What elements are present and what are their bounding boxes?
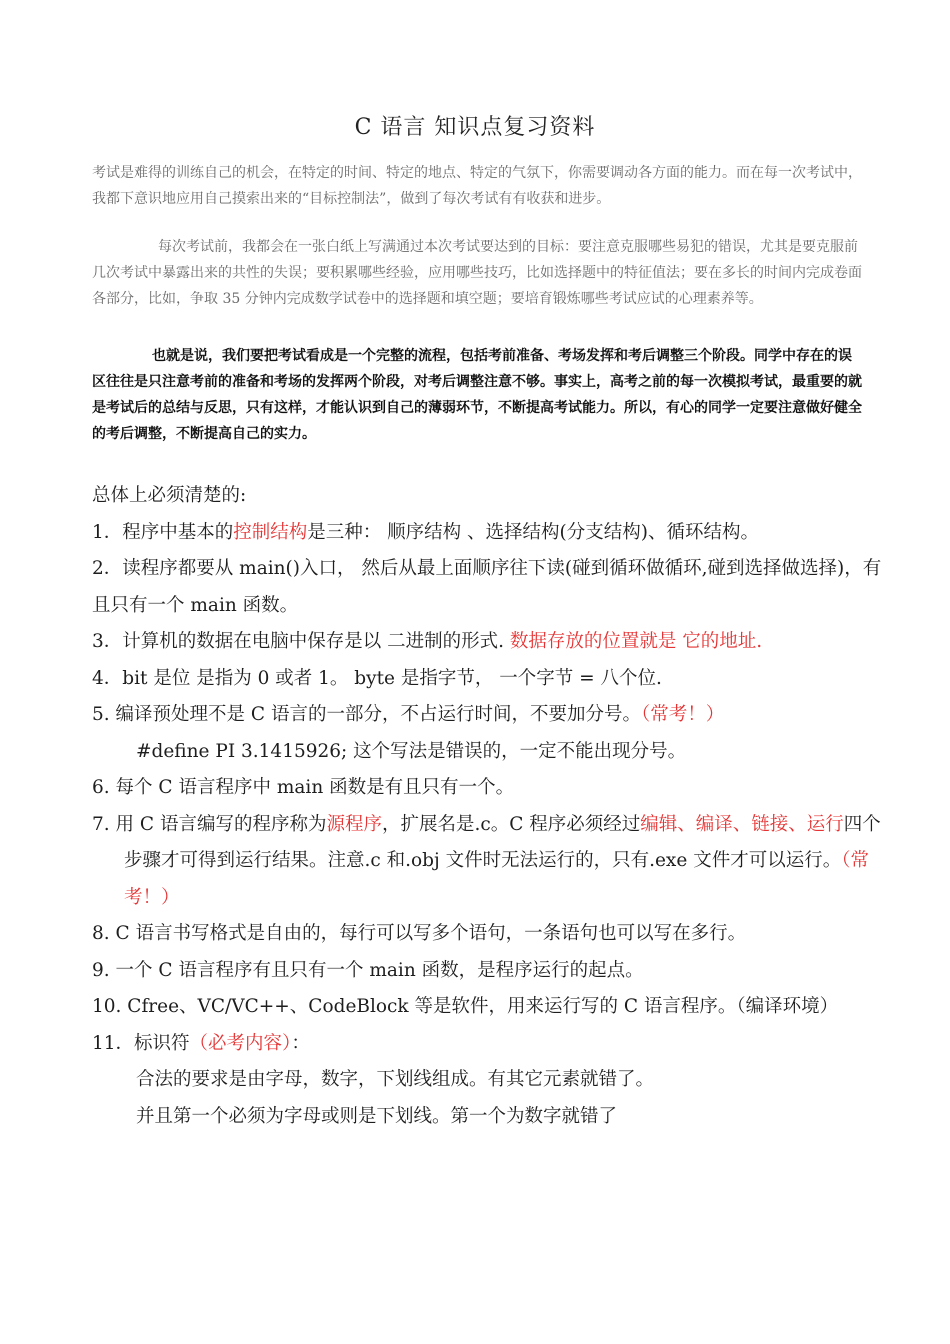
list-item-2 [92,551,882,624]
item-4-text: 4．bit 是位 是指为 0 或者 1。 byte 是指字节， 一个字节 = 八个位. [92,667,662,689]
item-11-highlight: （必考内容） [189,1032,292,1054]
intro-paragraph-1 [92,160,862,212]
item-5-text: 5. 编译预处理不是 C 语言的一部分，不占运行时间，不要加分号。 [92,704,641,725]
item-3-text: 3．计算机的数据在电脑中保存是以 二进制的形式. [92,631,510,652]
item-11-subline-2: 并且第一个必须为字母或则是下划线。第一个为数字就错了 [136,1105,618,1127]
item-7-text-c: 四个步骤才可得到运行结果。注意.c 和.obj 文件时无法运行的，只有.exe 文件才可以运行。 [124,813,881,871]
intro-paragraph-2 [92,234,862,312]
section-heading: 总体上必须清楚的: [92,485,247,506]
list-item-8 [92,916,882,953]
list-item-4 [92,661,882,698]
item-2-text: 2．读程序都要从 main()入口， 然后从最上面顺序往下读(碰到循环做循环,碰到选择做选择)，有且只有一个 main 函数。 [92,558,882,616]
item-11-subline-1: 合法的要求是由字母，数字，下划线组成。有其它元素就错了。 [136,1069,655,1090]
item-9-text: 9. 一个 C 语言程序有且只有一个 main 函数，是程序运行的起点。 [92,959,644,981]
item-10-text: 10. Cfree、VC/VC++、CodeBlock 等是软件，用来运行写的 C 语言程序。（编译环境） [92,996,839,1017]
list-item-1 [92,515,882,552]
list-item-3 [92,624,882,661]
item-8-text: 8. C 语言书写格式是自由的，每行可以写多个语句，一条语句也可以写在多行。 [92,923,747,944]
intro-text-2: 每次考试前，我都会在一张白纸上写满通过本次考试要达到的目标：要注意克服哪些易犯的错误，尤其是要克服前几次考试中暴露出来的共性的失误；要积累哪些经验，应用哪些技巧，比如选择题中的特征值法；要在多长的时间内完成卷面各部分，比如，争取 35 分钟内完成数学试卷中的选择题和填空题；要培育锻炼哪些考试应试的心理素养等。 [92,239,862,307]
item-3-highlight: 数据存放的位置就是 它的地址. [509,631,763,652]
item-1-text-a: 1．程序中基本的 [92,521,234,543]
list-item-6 [92,770,882,807]
item-11-text-a: 11．标识符 [92,1032,190,1054]
item-5-subline: #define PI 3.1415926; 这个写法是错误的，一定不能出现分号。 [136,740,687,762]
page-title: C 语言 知识点复习资料 [354,115,596,140]
intro-text-1: 考试是难得的训练自己的机会，在特定的时间、特定的地点、特定的气氛下，你需要调动各方面的能力。而在每一次考试中，我都下意识地应用自己摸索出来的“目标控制法”，做到了每次考试有有收获和进步。 [92,165,862,207]
item-11-text-b: ： [291,1032,310,1054]
bold-paragraph: 也就是说，我们要把考试看成是一个完整的流程，包括考前准备、考场发挥和考后调整三个阶段。同学中存在的误区往往是只注意考前的准备和考场的发挥两个阶段，对考后调整注意不够。事实上，高考之前的每一次模拟考试，最重要的就是考试后的总结与反思，只有这样，才能认识到自己的薄弱环节，不断提高考试能力。所以，有心的同学一定要注意做好健全的考后调整，不断提高自己的实力。 [92,348,862,442]
list-item-5 [92,697,882,734]
item-7-text-b: ，扩展名是.c。C 程序必须经过 [381,813,641,835]
item-7-highlight-3: （常考！） [124,850,869,908]
item-5-highlight: （常考！） [640,704,725,725]
item-7-text-a: 7. 用 C 语言编写的程序称为 [92,813,327,835]
list-item-11 [92,1026,882,1063]
item-7-highlight-1: 源程序 [326,813,382,835]
list-item-10 [92,989,882,1026]
item-7-highlight-2: 编辑、编译、链接、运行 [640,813,844,835]
list-item-9 [92,953,882,990]
item-1-text-b: 是三种： 顺序结构 、选择结构(分支结构)、循环结构。 [307,521,759,543]
item-1-highlight: 控制结构 [233,521,308,543]
knowledge-list [92,478,882,1135]
list-item-7 [92,807,882,917]
item-6-text: 6. 每个 C 语言程序中 main 函数是有且只有一个。 [92,777,515,798]
